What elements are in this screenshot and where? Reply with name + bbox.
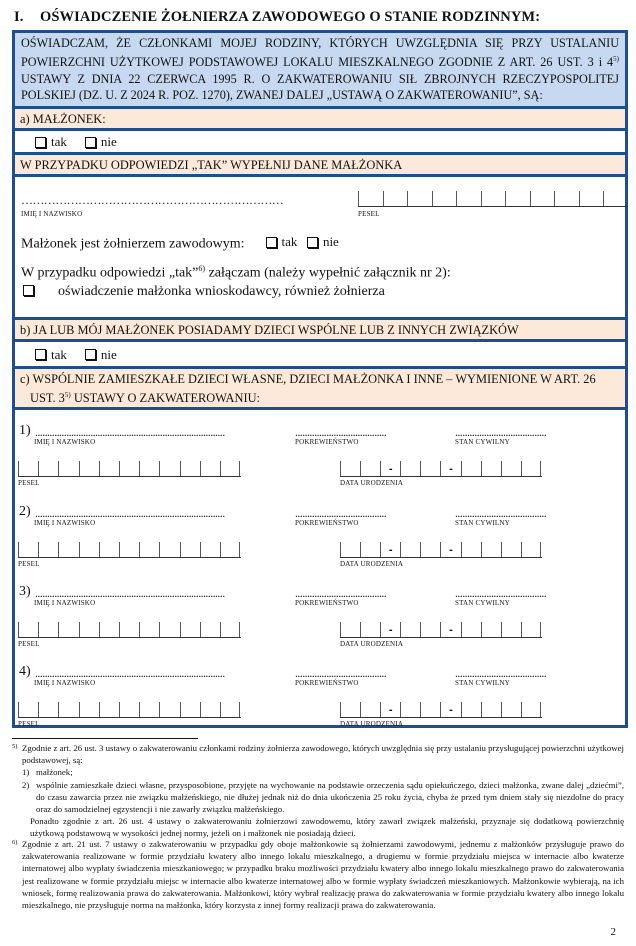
attachment-option[interactable]: oświadczenie małżonka wnioskodawcy, również żołnierza (23, 284, 385, 300)
footnote-5: 5) Zgodnie z art. 26 ust. 3 ustawy o zakwaterowaniu członkami rodziny żołnierza zawodowego, których uwzględnia się przy ustalaniu przysługującej powierzchni użytkowej podstawowej, są: 1) małżonek; 2) wspólnie zamieszkałe dzieci własne, przysposobione, przyjęte na wychowanie na podstawie orzeczenia sądu opiekuńczego, dzieci małżonka, zwane dalej „dziećmi”, do czasu zawarcia przez nie związku małżeńskiego, nie dłużej jednak niż do dnia ukończenia 25 roku życia, chyba że przed tym dniem stały się niezdolne do pracy oraz do samodzielnej egzystencji i nie zawarły związku małżeńskiego. Ponadto zgodnie z art. 26 ust. 4 ustawy o zakwaterowaniu żołnierzowi zawodowemu, który zawarł związek małżeński, przyznaje się dodatkową powierzchnię użytkową podstawową w wysokości jednej normy, jeżeli on i małżonek nie posiadają dzieci. (12, 743, 624, 839)
spouse-details (15, 174, 625, 317)
child-relation-field[interactable]: ...................................... (295, 425, 387, 440)
spouse-no-option[interactable]: nie (85, 134, 117, 150)
child-number: 4) (19, 664, 31, 680)
family-status-form (12, 30, 628, 728)
child-number: 2) (19, 504, 31, 520)
footnote-5-item: 1) małżonek; (22, 767, 73, 778)
child-number: 1) (19, 423, 31, 439)
child-name-field[interactable]: ............................................................................... (35, 425, 225, 440)
child-marital-label: STAN CYWILNY (455, 599, 510, 608)
child-number: 3) (19, 584, 31, 600)
child-relation-field[interactable]: ...................................... (295, 506, 387, 521)
spouse-pesel-label: PESEL (358, 210, 380, 219)
child-pesel-label: PESEL (18, 720, 40, 729)
spouse-yes-option[interactable]: tak (35, 134, 67, 150)
child-marital-field[interactable]: ...................................... (455, 506, 547, 521)
child-dob-label: DATA URODZENIA (340, 479, 404, 488)
child-marital-label: STAN CYWILNY (455, 519, 510, 528)
child-name-label: IMIĘ I NAZWISKO (34, 519, 96, 528)
checkbox-icon[interactable] (266, 237, 277, 248)
declaration-header: OŚWIADCZAM, ŻE CZŁONKAMI MOJEJ RODZINY, KTÓRYCH UWZGLĘDNIA SIĘ PRZY USTALANIU POWIERZCHNI UŻYTKOWEJ PODSTAWOWEJ LOKALU MIESZKALNEGO ZGODNIE Z ART. 26 UST. 3 i 4$^{5)}$ USTAWY Z DNIA 22 CZERWCA 1995 R. O ZAKWATEROWANIU SIŁ ZBROJNYCH RZECZYPOSPOLITEJ POLSKIEJ (DZ. U. Z 2024 R. POZ. 1270), ZWANEJ DALEJ „USTAWĄ O ZAKWATEROWANIU”, SĄ: (15, 33, 625, 106)
checkbox-icon[interactable] (85, 349, 96, 360)
spouse-fill-heading: W PRZYPADKU ODPOWIEDZI „TAK” WYPEŁNIJ DANE MAŁŻONKA (15, 152, 625, 174)
child-dob-field[interactable]: - - (340, 461, 542, 477)
child-name-field[interactable]: ............................................................................... (35, 586, 225, 601)
checkbox-icon[interactable] (307, 237, 318, 248)
section-title-text: OŚWIADCZENIE ŻOŁNIERZA ZAWODOWEGO O STANIE RODZINNYM: (40, 9, 541, 25)
child-pesel-field[interactable] (18, 702, 241, 718)
spouse-name-label: IMIĘ I NAZWISKO (21, 210, 83, 219)
child-pesel-label: PESEL (18, 560, 40, 569)
checkbox-icon[interactable] (35, 349, 46, 360)
spouse-soldier-no-option[interactable]: nie (307, 234, 339, 250)
child-dob-label: DATA URODZENIA (340, 560, 404, 569)
child-name-label: IMIĘ I NAZWISKO (34, 679, 96, 688)
child-marital-field[interactable]: ...................................... (455, 586, 547, 601)
checkbox-icon[interactable] (85, 137, 96, 148)
children-list-heading: c) WSPÓLNIE ZAMIESZKAŁE DZIECI WŁASNE, DZIECI MAŁŻONKA I INNE – WYMIENIONE W ART. 26 UST. 3$^{5)}$ USTAWY O ZAKWATEROWANIU: (15, 366, 625, 407)
spouse-pesel-field[interactable] (358, 191, 628, 207)
checkbox-icon[interactable] (23, 285, 34, 296)
footnote-divider (12, 738, 198, 739)
children-yes-option[interactable]: tak (35, 347, 67, 363)
child-dob-field[interactable]: - - (340, 542, 542, 558)
child-marital-label: STAN CYWILNY (455, 438, 510, 447)
attachment-note: W przypadku odpowiedzi „tak”$^{6)}$ załączam (należy wypełnić załącznik nr 2): (21, 264, 451, 281)
child-marital-field[interactable]: ...................................... (455, 666, 547, 681)
child-name-field[interactable]: ............................................................................... (35, 506, 225, 521)
child-relation-label: POKREWIEŃSTWO (295, 599, 359, 608)
child-relation-label: POKREWIEŃSTWO (295, 438, 359, 447)
child-marital-field[interactable]: ...................................... (455, 425, 547, 440)
child-relation-field[interactable]: ...................................... (295, 586, 387, 601)
child-dob-field[interactable]: - - (340, 702, 542, 718)
child-marital-label: STAN CYWILNY (455, 679, 510, 688)
child-pesel-field[interactable] (18, 461, 241, 477)
child-dob-field[interactable]: - - (340, 622, 542, 638)
child-relation-label: POKREWIEŃSTWO (295, 519, 359, 528)
footnote-6: 6) Zgodnie z art. 21 ust. 7 ustawy o zakwaterowaniu w przypadku gdy oboje małżonkowie są żołnierzami zawodowymi, jednemu z małżonków przysługuje prawo do zakwaterowania realizowane w formie przydziału kwatery albo innego lokalu mieszkalnego, a drugiemu w formie przydziału miejsca w internacie albo kwaterze internatowej albo wypłaty świadczenia mieszkaniowego; w przypadku braku możliwości przydziału kwatery albo innego lokalu mieszkalnego prawo do zakwaterowania jest realizowane w formie przydziału miejsc w internacie albo kwaterze internatowej albo w formie wypłaty świadczeń mieszkaniowych. Małżonkowie wybierają, na ich wniosek, formę realizowania prawa do zakwaterowania. Małżonkowi, który wybrał realizację prawa do zakwaterowania w formie przydziału kwatery albo innego lokalu mieszkalnego, nie przysługuje norma na małżonka, który korzysta z innej formy realizacji prawa do zakwaterowania. (12, 839, 624, 911)
checkbox-icon[interactable] (35, 137, 46, 148)
child-pesel-field[interactable] (18, 622, 241, 638)
spouse-heading: a) MAŁŻONEK: (15, 106, 625, 128)
children-list (15, 407, 625, 728)
section-title (14, 9, 540, 26)
child-dob-label: DATA URODZENIA (340, 640, 404, 649)
spouse-name-field[interactable]: …………………………………………………………… (21, 193, 284, 208)
page-number: 2 (610, 926, 616, 938)
section-number: I. (14, 9, 24, 25)
child-pesel-label: PESEL (18, 640, 40, 649)
child-relation-field[interactable]: ...................................... (295, 666, 387, 681)
spouse-soldier-question: Małżonek jest żołnierzem zawodowym: tak nie (21, 234, 339, 252)
spouse-options (15, 128, 625, 152)
child-pesel-field[interactable] (18, 542, 241, 558)
child-name-field[interactable]: ............................................................................... (35, 666, 225, 681)
child-dob-label: DATA URODZENIA (340, 720, 404, 729)
child-name-label: IMIĘ I NAZWISKO (34, 599, 96, 608)
child-pesel-label: PESEL (18, 479, 40, 488)
children-question-heading: b) JA LUB MÓJ MAŁŻONEK POSIADAMY DZIECI WSPÓLNE LUB Z INNYCH ZWIĄZKÓW (15, 317, 625, 342)
children-question-options (15, 342, 625, 366)
child-relation-label: POKREWIEŃSTWO (295, 679, 359, 688)
spouse-soldier-yes-option[interactable]: tak (266, 234, 298, 250)
child-name-label: IMIĘ I NAZWISKO (34, 438, 96, 447)
footnote-5-item: 2) wspólnie zamieszkałe dzieci własne, przysposobione, przyjęte na wychowanie na podstawie orzeczenia sądu opiekuńczego, dzieci małżonka, zwane dalej „dziećmi”, do czasu zawarcia przez nie związku małżeńskiego, nie dłużej jednak niż do dnia ukończenia 25 roku życia, chyba że przed tym dniem stały się niezdolne do pracy oraz do samodzielnej egzystencji i nie zawarły związku małżeńskiego. (22, 779, 624, 815)
children-no-option[interactable]: nie (85, 347, 117, 363)
